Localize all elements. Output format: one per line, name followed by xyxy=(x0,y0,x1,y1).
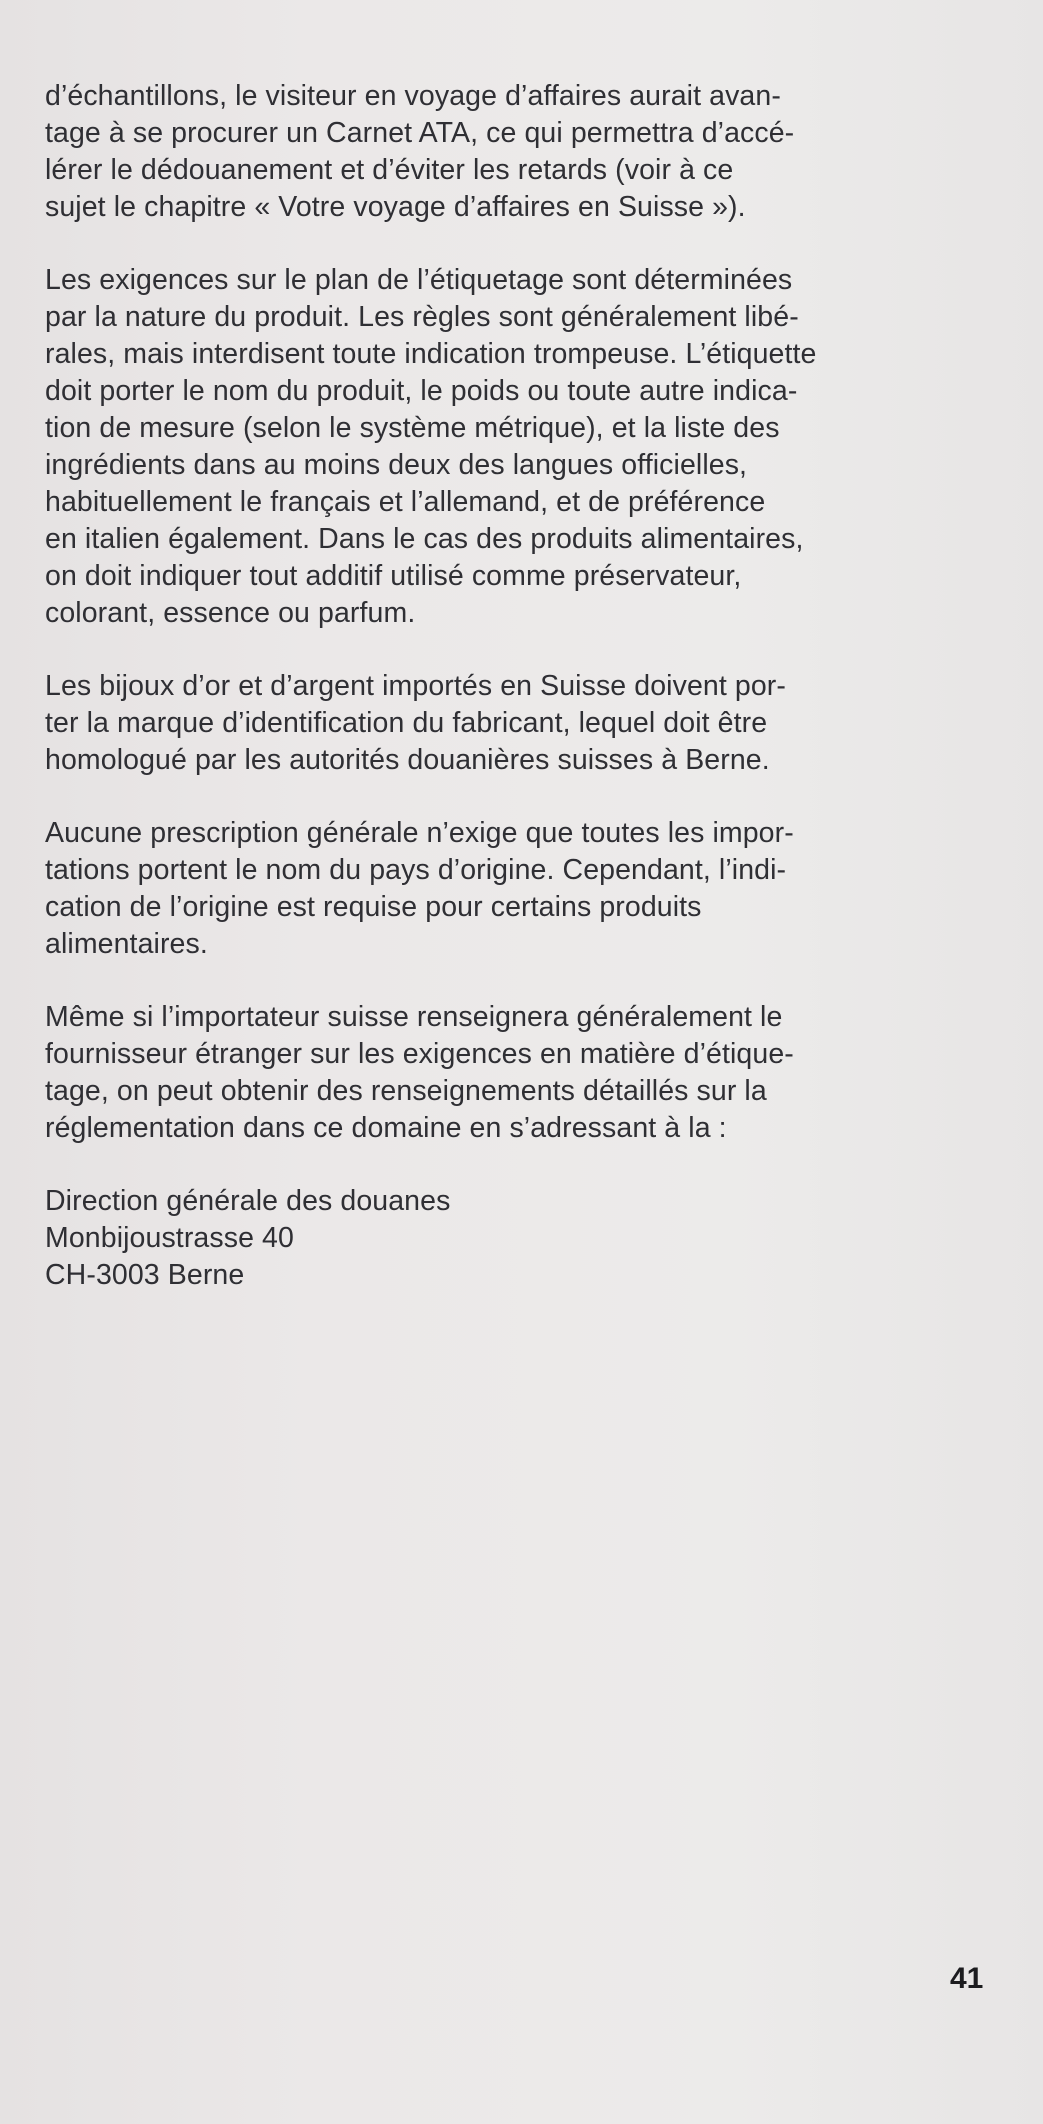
text-line: doit porter le nom du produit, le poids ou toute autre indica- xyxy=(45,375,798,407)
text-line: alimentaires. xyxy=(45,928,208,960)
text-line: tion de mesure (selon le système métrique), et la liste des xyxy=(45,412,780,444)
body-text xyxy=(45,78,995,1330)
paragraph-origin xyxy=(45,815,995,963)
text-line: tations portent le nom du pays d’origine. Cependant, l’indi- xyxy=(45,854,787,886)
text-line: sujet le chapitre « Votre voyage d’affaires en Suisse »). xyxy=(45,191,746,223)
text-line: Les bijoux d’or et d’argent importés en Suisse doivent por- xyxy=(45,670,786,702)
text-line: lérer le dédouanement et d’éviter les retards (voir à ce xyxy=(45,154,734,186)
paragraph-jewelry xyxy=(45,668,995,779)
text-line: tage, on peut obtenir des renseignements détaillés sur la xyxy=(45,1075,767,1107)
paragraph-importer xyxy=(45,999,995,1147)
address-line: Direction générale des douanes xyxy=(45,1185,451,1217)
text-line: par la nature du produit. Les règles sont généralement libé- xyxy=(45,301,799,333)
text-line: d’échantillons, le visiteur en voyage d’affaires aurait avan- xyxy=(45,80,781,112)
paragraph-ata-carnet xyxy=(45,78,995,226)
address-line: Monbijoustrasse 40 xyxy=(45,1222,294,1254)
text-line: tage à se procurer un Carnet ATA, ce qui permettra d’accé- xyxy=(45,117,795,149)
text-line: cation de l’origine est requise pour certains produits xyxy=(45,891,702,923)
text-line: réglementation dans ce domaine en s’adressant à la : xyxy=(45,1112,727,1144)
page-number: 41 xyxy=(950,1962,984,1995)
text-line: en italien également. Dans le cas des produits alimentaires, xyxy=(45,523,804,555)
paragraph-labeling xyxy=(45,262,995,632)
text-line: colorant, essence ou parfum. xyxy=(45,597,416,629)
address-block xyxy=(45,1183,995,1294)
text-line: ter la marque d’identification du fabricant, lequel doit être xyxy=(45,707,768,739)
text-line: Aucune prescription générale n’exige que toutes les impor- xyxy=(45,817,794,849)
text-line: habituellement le français et l’allemand, et de préférence xyxy=(45,486,766,518)
text-line: rales, mais interdisent toute indication trompeuse. L’étiquette xyxy=(45,338,817,370)
text-line: Même si l’importateur suisse renseignera généralement le xyxy=(45,1001,783,1033)
text-line: on doit indiquer tout additif utilisé comme préservateur, xyxy=(45,560,742,592)
text-line: homologué par les autorités douanières suisses à Berne. xyxy=(45,744,770,776)
text-line: Les exigences sur le plan de l’étiquetage sont déterminées xyxy=(45,264,793,296)
text-line: fournisseur étranger sur les exigences en matière d’étique- xyxy=(45,1038,794,1070)
address-line: CH-3003 Berne xyxy=(45,1259,245,1291)
text-line: ingrédients dans au moins deux des langues officielles, xyxy=(45,449,748,481)
